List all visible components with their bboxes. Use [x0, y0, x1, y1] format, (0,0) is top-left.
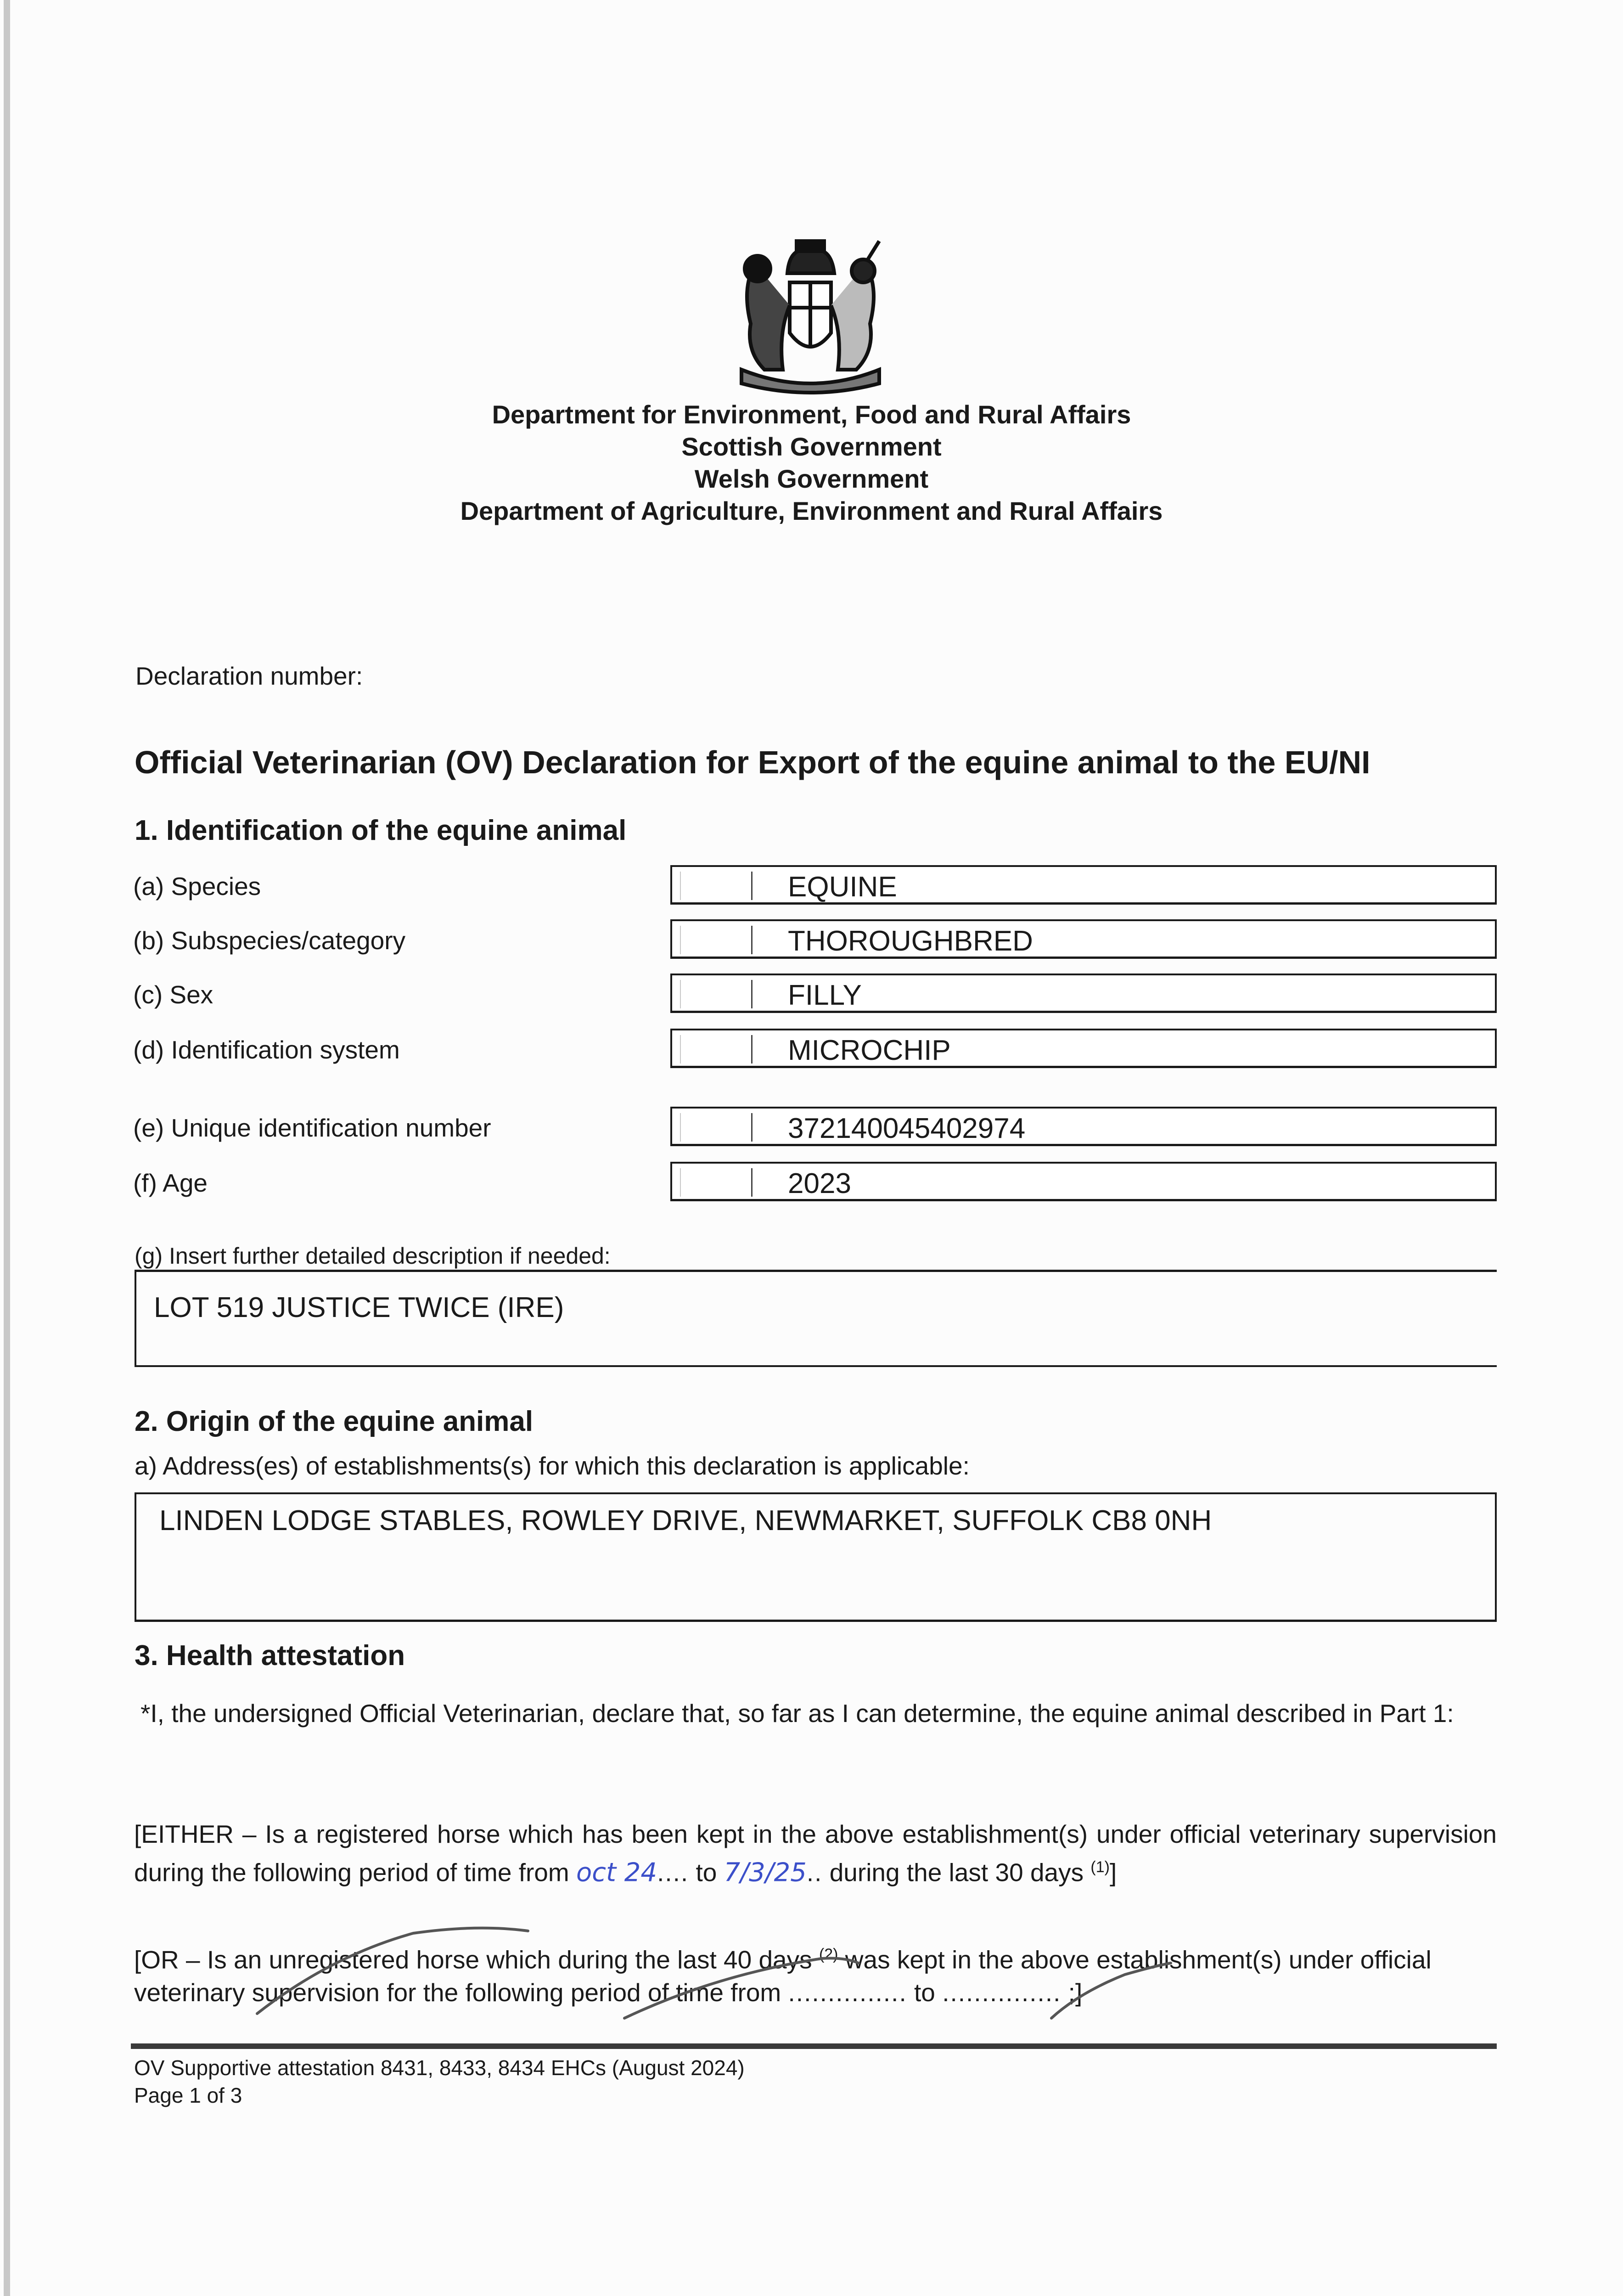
from-date-handwritten[interactable]: oct 24	[576, 1857, 657, 1888]
field-label: (a) Species	[133, 872, 261, 900]
footnote-2: (2)	[819, 1946, 838, 1963]
description-label: (g) Insert further detailed description if needed:	[135, 1243, 611, 1269]
section3-heading: 3. Health attestation	[135, 1640, 405, 1671]
department-welsh-government: Welsh Government	[694, 464, 929, 493]
or-clause: [OR – Is an unregistered horse which during the last 40 days $^{(2)}$ was kept in the above establishment(s) under official veterinary supervision for the following period of time from ............... to ............... ;]	[134, 1945, 1432, 2007]
field-value: EQUINE	[788, 871, 897, 903]
page-title: Official Veterinarian (OV) Declaration for Export of the equine animal to the EU/NI	[135, 744, 1370, 780]
field-value: FILLY	[788, 979, 862, 1011]
field-label: (c) Sex	[133, 980, 213, 1009]
section1-heading: 1. Identification of the equine animal	[135, 815, 627, 846]
field-label: (e) Unique identification number	[133, 1114, 491, 1142]
footnote-1: (1)	[1090, 1858, 1110, 1876]
field-label: (f) Age	[133, 1169, 208, 1197]
footer-reference: OV Supportive attestation 8431, 8433, 8434 EHCs (August 2024)	[134, 2056, 745, 2080]
page-number: Page 1 of 3	[134, 2083, 242, 2107]
department-defra: Department for Environment, Food and Rural Affairs	[492, 400, 1131, 429]
or-from-blank[interactable]: ...............	[788, 1978, 907, 2007]
department-daera: Department of Agriculture, Environment and Rural Affairs	[460, 496, 1163, 525]
address-value: LINDEN LODGE STABLES, ROWLEY DRIVE, NEWMARKET, SUFFOLK CB8 0NH	[159, 1505, 1212, 1536]
either-clause: [EITHER – Is a registered horse which has been kept in the above establishment(s) under official veterinary supervision during the following period of time from oct 24.... to 7/3/25.. during the last 30 days $^{(1)}$]	[134, 1820, 1497, 1888]
field-label: (d) Identification system	[133, 1035, 400, 1064]
or-to-blank[interactable]: ...............	[942, 1978, 1061, 2007]
footer-divider	[131, 2043, 1497, 2049]
description-value: LOT 519 JUSTICE TWICE (IRE)	[154, 1292, 564, 1323]
to-date-handwritten[interactable]: 7/3/25	[724, 1857, 807, 1888]
field-label: (b) Subspecies/category	[133, 926, 406, 955]
field-value: MICROCHIP	[788, 1035, 951, 1066]
department-scottish-government: Scottish Government	[681, 432, 942, 461]
attestation-intro: *I, the undersigned Official Veterinarian, declare that, so far as I can determine, the equine animal described in Part 1:	[140, 1699, 1454, 1728]
address-label: a) Address(es) of establishments(s) for which this declaration is applicable:	[135, 1452, 970, 1480]
field-value: THOROUGHBRED	[788, 925, 1033, 957]
field-value: 2023	[788, 1168, 851, 1199]
declaration-number-label: Declaration number:	[135, 662, 363, 690]
field-value: 372140045402974	[788, 1113, 1026, 1144]
section2-heading: 2. Origin of the equine animal	[135, 1406, 534, 1437]
